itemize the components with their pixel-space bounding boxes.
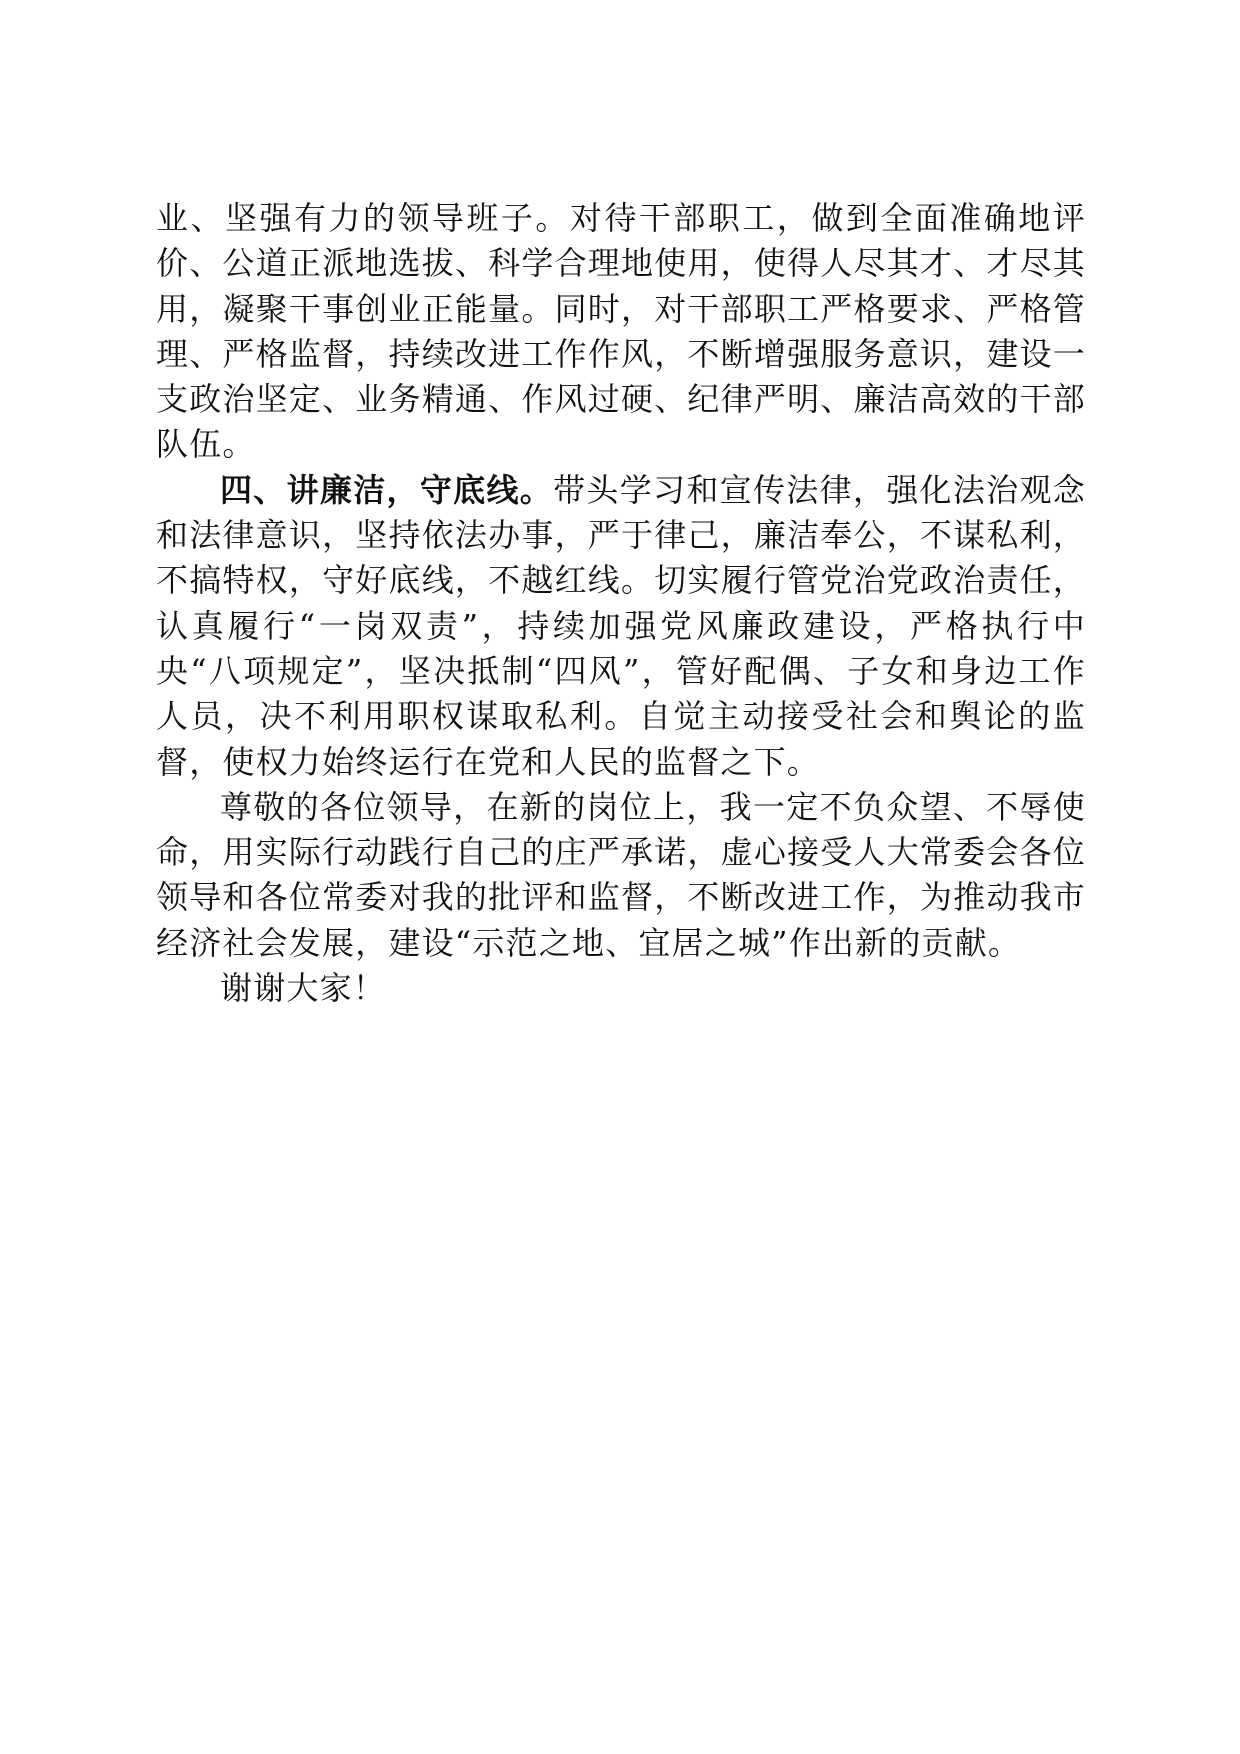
paragraph-text: 谢谢大家！ (220, 969, 387, 1008)
paragraph-text: 尊敬的各位领导，在新的岗位上，我一定不负众望、不辱使命，用实际行动践行自己的庄严承诺，虚心接受人大常委会各位领导和各位常委对我的批评和监督，不断改进工作，为推动我市经济社会发展，建设“示范之地、宜居之城”作出新的贡献。 (156, 787, 1086, 962)
paragraph-thanks (156, 966, 1086, 1011)
paragraph-closing-pledge (156, 785, 1086, 966)
paragraph-text: 业、坚强有力的领导班子。对待干部职工，做到全面准确地评价、公道正派地选拔、科学合理地使用，使得人尽其才、才尽其用，凝聚干事创业正能量。同时，对干部职工严格要求、严格管理、严格监督，持续改进工作作风，不断增强服务意识，建设一支政治坚定、业务精通、作风过硬、纪律严明、廉洁高效的干部队伍。 (156, 199, 1086, 464)
paragraph-section-four (156, 468, 1086, 785)
paragraph-continuation (156, 196, 1086, 468)
document-body (156, 196, 1086, 1011)
section-heading: 四、讲廉洁，守底线。 (220, 470, 554, 509)
paragraph-text: 带头学习和宣传法律，强化法治观念和法律意识，坚持依法办事，严于律己，廉洁奉公，不谋私利，不搞特权，守好底线，不越红线。切实履行管党治党政治责任，认真履行“一岗双责”，持续加强党风廉政建设，严格执行中央“八项规定”，坚决抵制“四风”，管好配偶、子女和身边工作人员，决不利用职权谋取私利。自觉主动接受社会和舆论的监督，使权力始终运行在党和人民的监督之下。 (156, 470, 1086, 781)
